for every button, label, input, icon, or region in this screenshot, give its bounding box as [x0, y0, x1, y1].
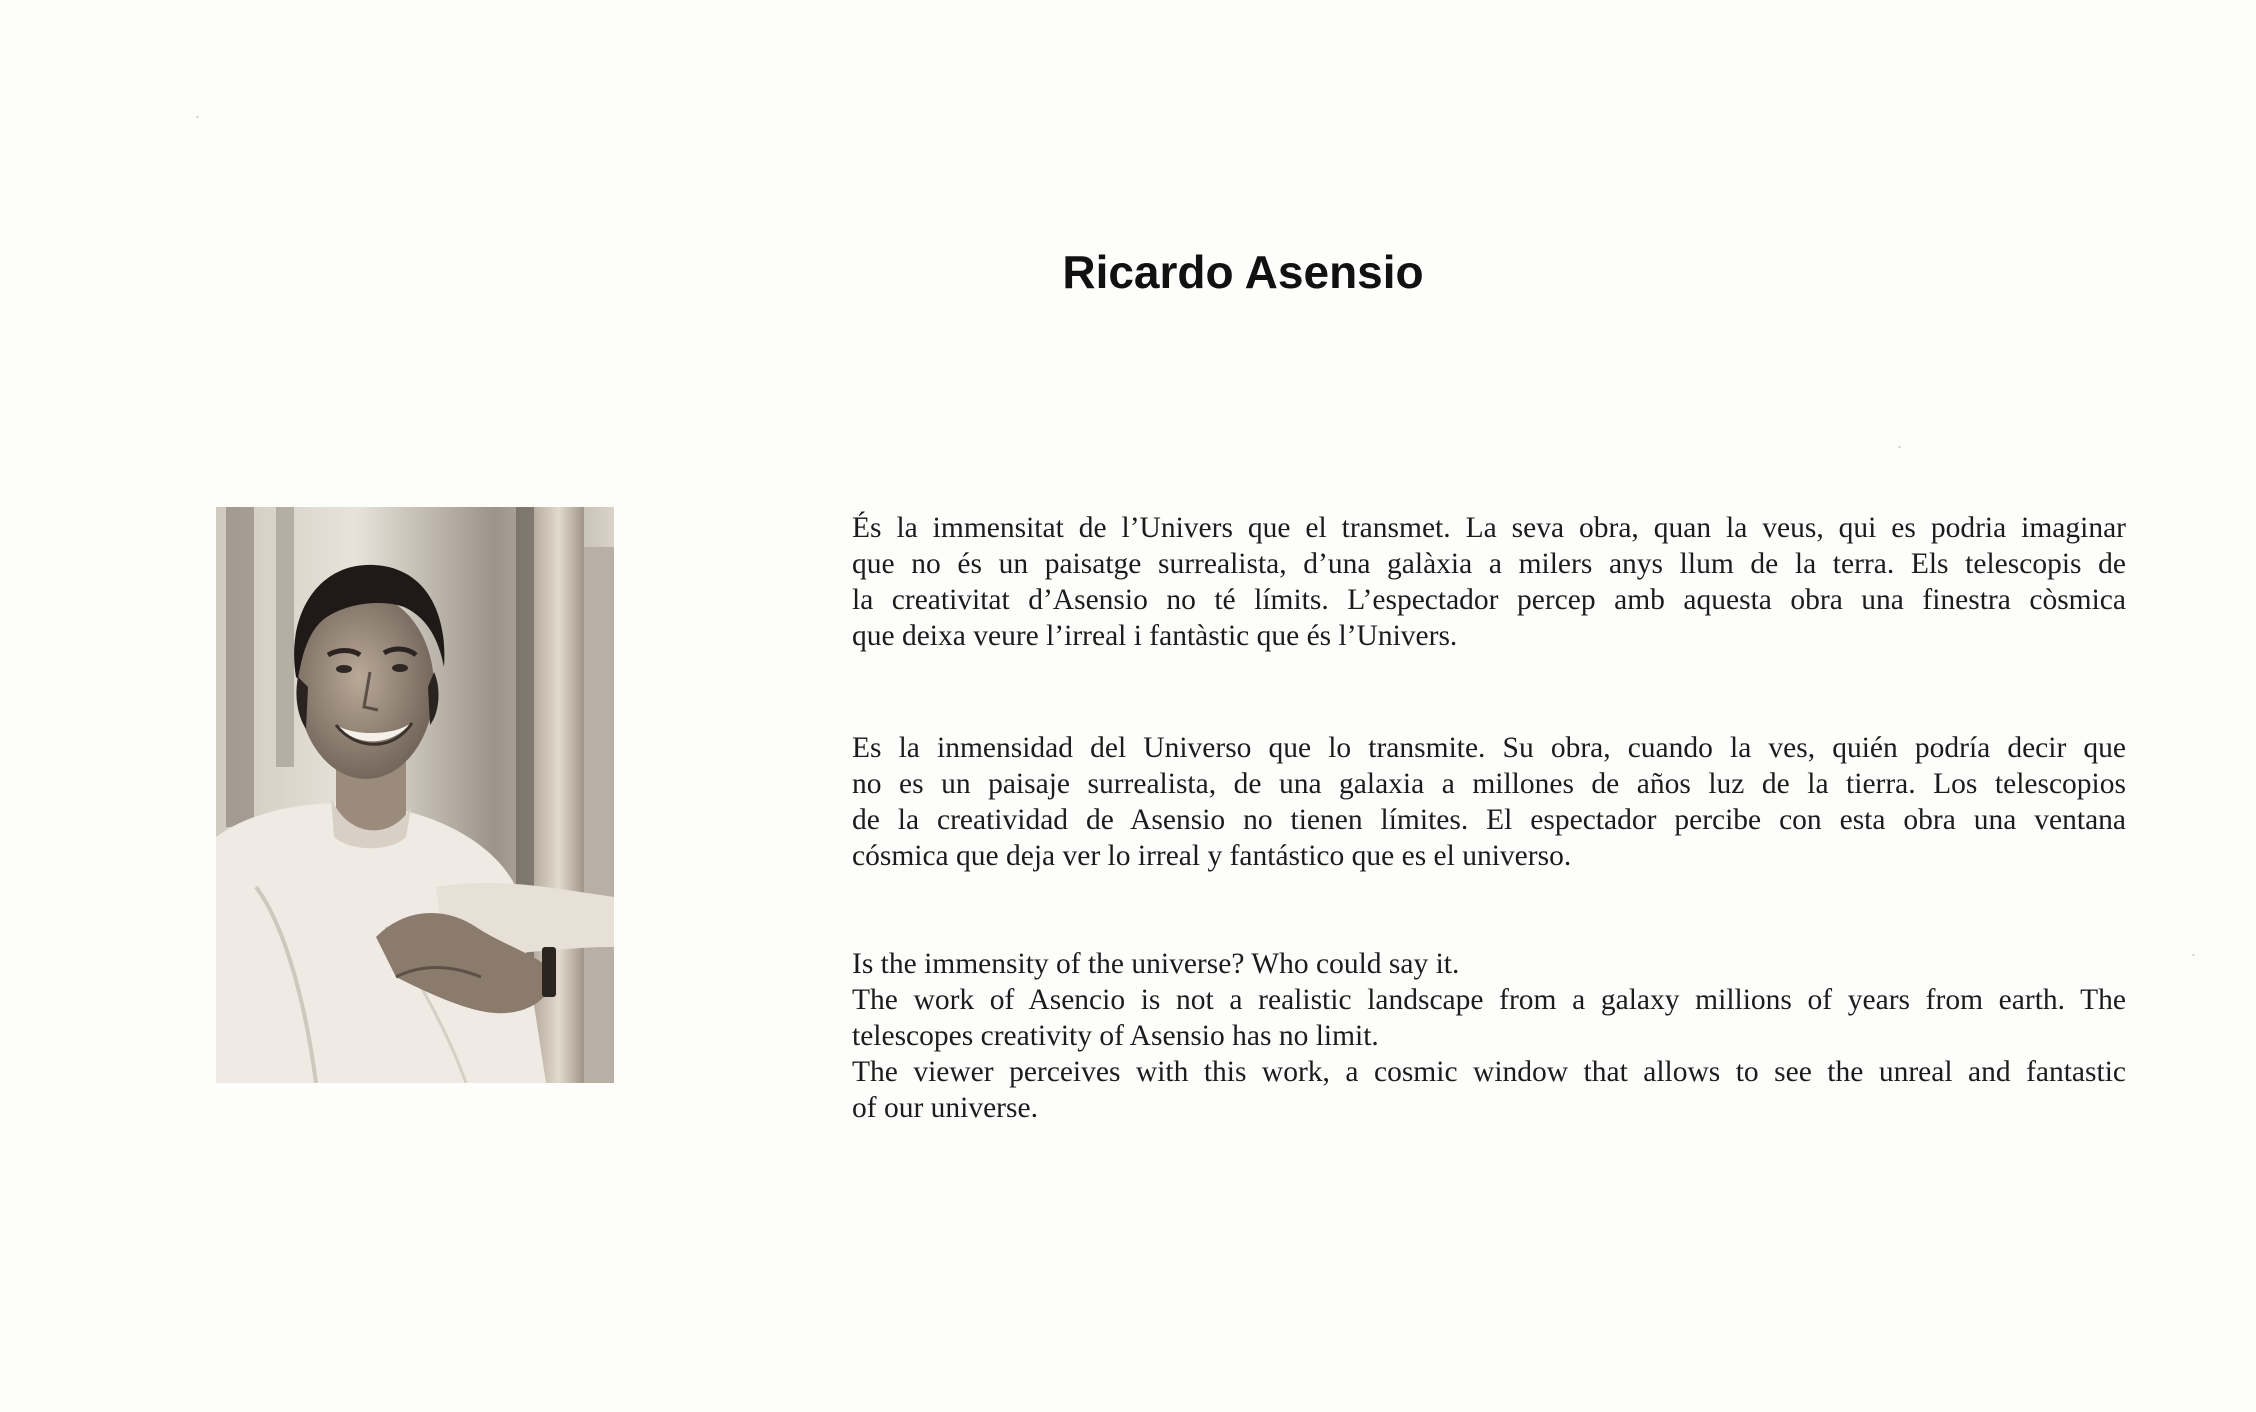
spanish-line: Es la inmensidad del Universo que lo transmite. Su obra, cuando la ves, quién podría decir que: [852, 732, 2126, 764]
artist-portrait-photo: [216, 507, 614, 1083]
paragraph-catalan: [852, 510, 2126, 654]
english-line: Is the immensity of the universe? Who could say it.: [852, 948, 1460, 980]
spanish-line: de la creatividad de Asensio no tienen límites. El espectador percibe con esta obra una ventana: [852, 804, 2126, 836]
portrait-illustration: [216, 507, 614, 1083]
english-line: telescopes creativity of Asensio has no limit.: [852, 1020, 1379, 1052]
scan-speck: [2192, 954, 2195, 956]
paragraph-spanish: [852, 730, 2126, 874]
scan-speck: [1898, 446, 1901, 448]
page-title: [0, 245, 2256, 299]
artist-name: Ricardo Asensio: [1062, 245, 1424, 298]
english-line: The work of Asencio is not a realistic landscape from a galaxy millions of years from earth. The: [852, 984, 2126, 1016]
english-line: The viewer perceives with this work, a cosmic window that allows to see the unreal and fantastic: [852, 1056, 2126, 1088]
paragraph-english: [852, 946, 2126, 1126]
spanish-line: cósmica que deja ver lo irreal y fantástico que es el universo.: [852, 840, 1572, 872]
spanish-line: no es un paisaje surrealista, de una galaxia a millones de años luz de la tierra. Los telescopios: [852, 768, 2126, 800]
catalan-line: la creativitat d’Asensio no té límits. L’espectador percep amb aquesta obra una finestra còsmica: [852, 584, 2126, 616]
catalan-line: que deixa veure l’irreal i fantàstic que és l’Univers.: [852, 620, 1458, 652]
scan-speck: [196, 116, 199, 118]
english-line: of our universe.: [852, 1092, 1038, 1124]
catalan-line: És la immensitat de l’Univers que el transmet. La seva obra, quan la veus, qui es podria imaginar: [852, 512, 2126, 544]
catalan-line: que no és un paisatge surrealista, d’una galàxia a milers anys llum de la terra. Els telescopis de: [852, 548, 2126, 580]
